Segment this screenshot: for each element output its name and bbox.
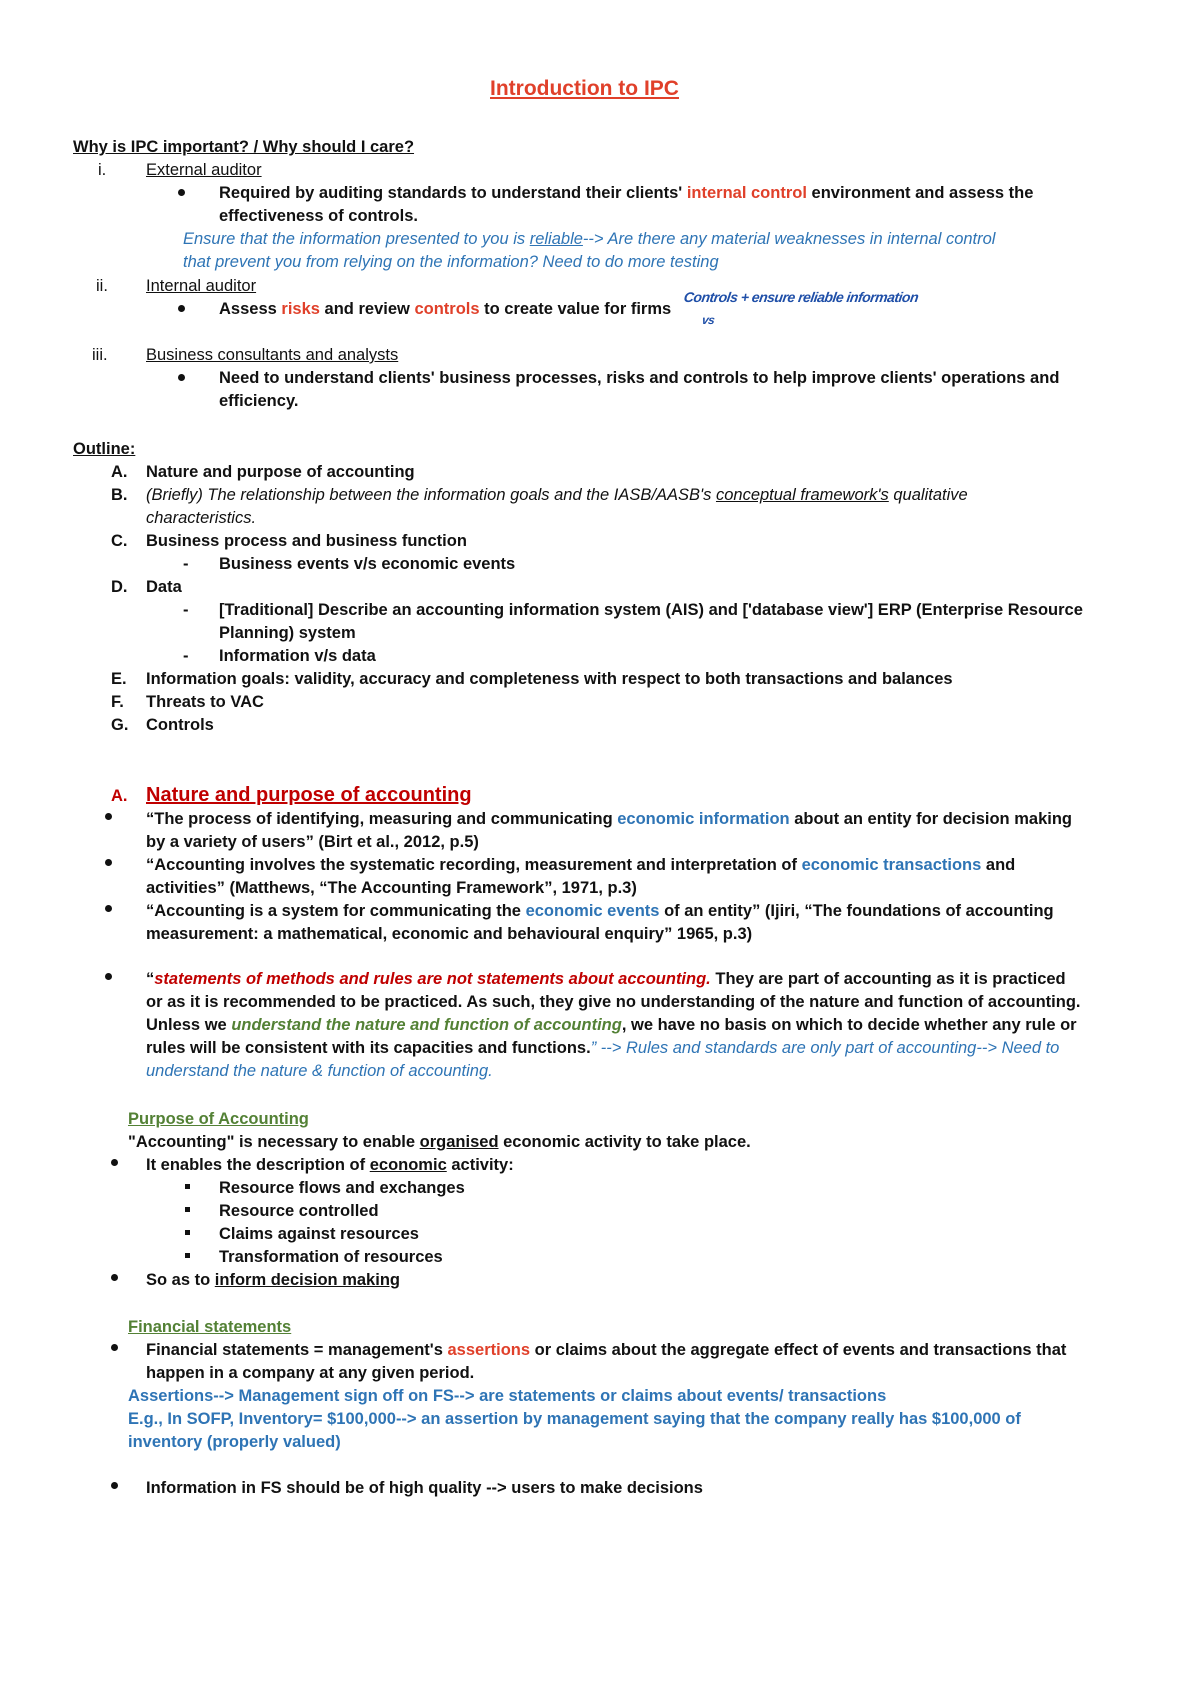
bullet-dot-icon <box>105 905 112 912</box>
external-auditor-bullet: Required by auditing standards to understand their clients' internal control environment and assess the <box>219 184 1034 202</box>
quote-ijiri-cont: measurement: a mathematical, economic and behavioural enquiry” 1965, p.3) <box>146 925 753 943</box>
outline-heading: Outline: <box>73 440 136 458</box>
handwritten-annotation-vs: vs <box>701 313 716 327</box>
outline-item-d-sub1: [Traditional] Describe an accounting information system (AIS) and ['database view'] ERP (Enterprise Resource <box>219 601 1083 619</box>
fs-bullet-1: Financial statements = management's assertions or claims about the aggregate effect of events and transactions that <box>146 1341 1067 1359</box>
bullet-dot-icon <box>105 973 112 980</box>
fs-note-1: Assertions--> Management sign off on FS--> are statements or claims about events/ transactions <box>128 1387 887 1405</box>
purpose-bullet-1: It enables the description of economic activity: <box>146 1156 514 1174</box>
outline-letter-a: A. <box>111 463 128 481</box>
quote-matthews-cont: activities” (Matthews, “The Accounting Framework”, 1971, p.3) <box>146 879 637 897</box>
purpose-sub-3: Claims against resources <box>219 1225 419 1243</box>
quote-birt-cont: by a variety of users” (Birt et al., 2012, p.5) <box>146 833 479 851</box>
outline-item-c-sub: Business events v/s economic events <box>219 555 516 573</box>
outline-letter-c: C. <box>111 532 128 550</box>
roman-numeral-ii: ii. <box>96 277 108 295</box>
quote-rules-l5: understand the nature & function of accounting. <box>146 1062 493 1080</box>
section-a-letter: A. <box>111 787 128 805</box>
internal-auditor-label: Internal auditor <box>146 277 257 295</box>
purpose-line: "Accounting" is necessary to enable organised economic activity to take place. <box>128 1133 751 1151</box>
fs-heading: Financial statements <box>128 1318 292 1336</box>
external-auditor-note-cont: that prevent you from relying on the information? Need to do more testing <box>183 253 719 271</box>
bullet-dot-icon <box>111 1159 118 1166</box>
fs-note-3: inventory (properly valued) <box>128 1433 341 1451</box>
page-title: Introduction to IPC <box>490 77 679 100</box>
fs-bullet-2: Information in FS should be of high quality --> users to make decisions <box>146 1479 703 1497</box>
outline-item-f: Threats to VAC <box>146 693 264 711</box>
bullet-dot-icon <box>178 305 185 312</box>
quote-rules-l4: rules will be consistent with its capacities and functions.” --> Rules and standards are only part of accounting--> Need to <box>146 1039 1060 1057</box>
roman-numeral-i: i. <box>98 161 107 179</box>
roman-numeral-iii: iii. <box>92 346 108 364</box>
square-bullet-icon <box>185 1230 190 1235</box>
outline-item-d-sub2: Information v/s data <box>219 647 376 665</box>
why-heading: Why is IPC important? / Why should I care? <box>73 138 415 156</box>
dash-marker: - <box>183 647 189 665</box>
bullet-dot-icon <box>111 1344 118 1351</box>
bullet-dot-icon <box>178 374 185 381</box>
square-bullet-icon <box>185 1184 190 1189</box>
bullet-dot-icon <box>105 813 112 820</box>
outline-item-g: Controls <box>146 716 214 734</box>
external-auditor-note: Ensure that the information presented to you is reliable--> Are there any material weaknesses in internal control <box>183 230 996 248</box>
outline-letter-e: E. <box>111 670 127 688</box>
square-bullet-icon <box>185 1253 190 1258</box>
handwritten-annotation: Controls + ensure reliable information <box>682 289 920 305</box>
quote-birt: “The process of identifying, measuring and communicating economic information about an entity for decision making <box>146 810 1072 828</box>
outline-item-a: Nature and purpose of accounting <box>146 463 415 481</box>
external-auditor-bullet-cont: effectiveness of controls. <box>219 207 418 225</box>
bullet-dot-icon <box>111 1274 118 1281</box>
external-auditor-label: External auditor <box>146 161 262 179</box>
section-a-heading: Nature and purpose of accounting <box>146 784 472 806</box>
dash-marker: - <box>183 555 189 573</box>
internal-auditor-bullet: Assess risks and review controls to create value for firms <box>219 300 672 318</box>
outline-item-b: (Briefly) The relationship between the information goals and the IASB/AASB's conceptual framework's qualitative <box>146 486 968 504</box>
quote-ijiri: “Accounting is a system for communicating the economic events of an entity” (Ijiri, “The foundations of accounting <box>146 902 1054 920</box>
bullet-dot-icon <box>105 859 112 866</box>
square-bullet-icon <box>185 1207 190 1212</box>
bullet-dot-icon <box>178 189 185 196</box>
outline-item-d: Data <box>146 578 182 596</box>
purpose-sub-2: Resource controlled <box>219 1202 379 1220</box>
outline-item-c: Business process and business function <box>146 532 467 550</box>
outline-letter-f: F. <box>111 693 124 711</box>
purpose-sub-1: Resource flows and exchanges <box>219 1179 465 1197</box>
purpose-heading: Purpose of Accounting <box>128 1110 309 1128</box>
outline-letter-g: G. <box>111 716 129 734</box>
quote-rules-l2: or as it is recommended to be practiced. As such, they give no understanding of the nature and function of accounting. <box>146 993 1081 1011</box>
consultants-label: Business consultants and analysts <box>146 346 399 364</box>
fs-note-2: E.g., In SOFP, Inventory= $100,000--> an assertion by management saying that the company really has $100,000 of <box>128 1410 1021 1428</box>
outline-item-e: Information goals: validity, accuracy and completeness with respect to both transactions and balances <box>146 670 953 688</box>
consultants-bullet-cont: efficiency. <box>219 392 299 410</box>
quote-matthews: “Accounting involves the systematic recording, measurement and interpretation of economic transactions and <box>146 856 1016 874</box>
dash-marker: - <box>183 601 189 619</box>
quote-rules-l3: Unless we understand the nature and function of accounting, we have no basis on which to decide whether any rule or <box>146 1016 1077 1034</box>
consultants-bullet: Need to understand clients' business processes, risks and controls to help improve clients' operations and <box>219 369 1060 387</box>
fs-bullet-1-cont: happen in a company at any given period. <box>146 1364 475 1382</box>
purpose-sub-4: Transformation of resources <box>219 1248 443 1266</box>
outline-item-d-sub1-cont: Planning) system <box>219 624 356 642</box>
bullet-dot-icon <box>111 1482 118 1489</box>
outline-letter-b: B. <box>111 486 128 504</box>
outline-letter-d: D. <box>111 578 128 596</box>
quote-rules: “statements of methods and rules are not statements about accounting. They are part of accounting as it is practiced <box>146 970 1066 988</box>
outline-item-b-cont: characteristics. <box>146 509 257 527</box>
purpose-bullet-2: So as to inform decision making <box>146 1271 400 1289</box>
